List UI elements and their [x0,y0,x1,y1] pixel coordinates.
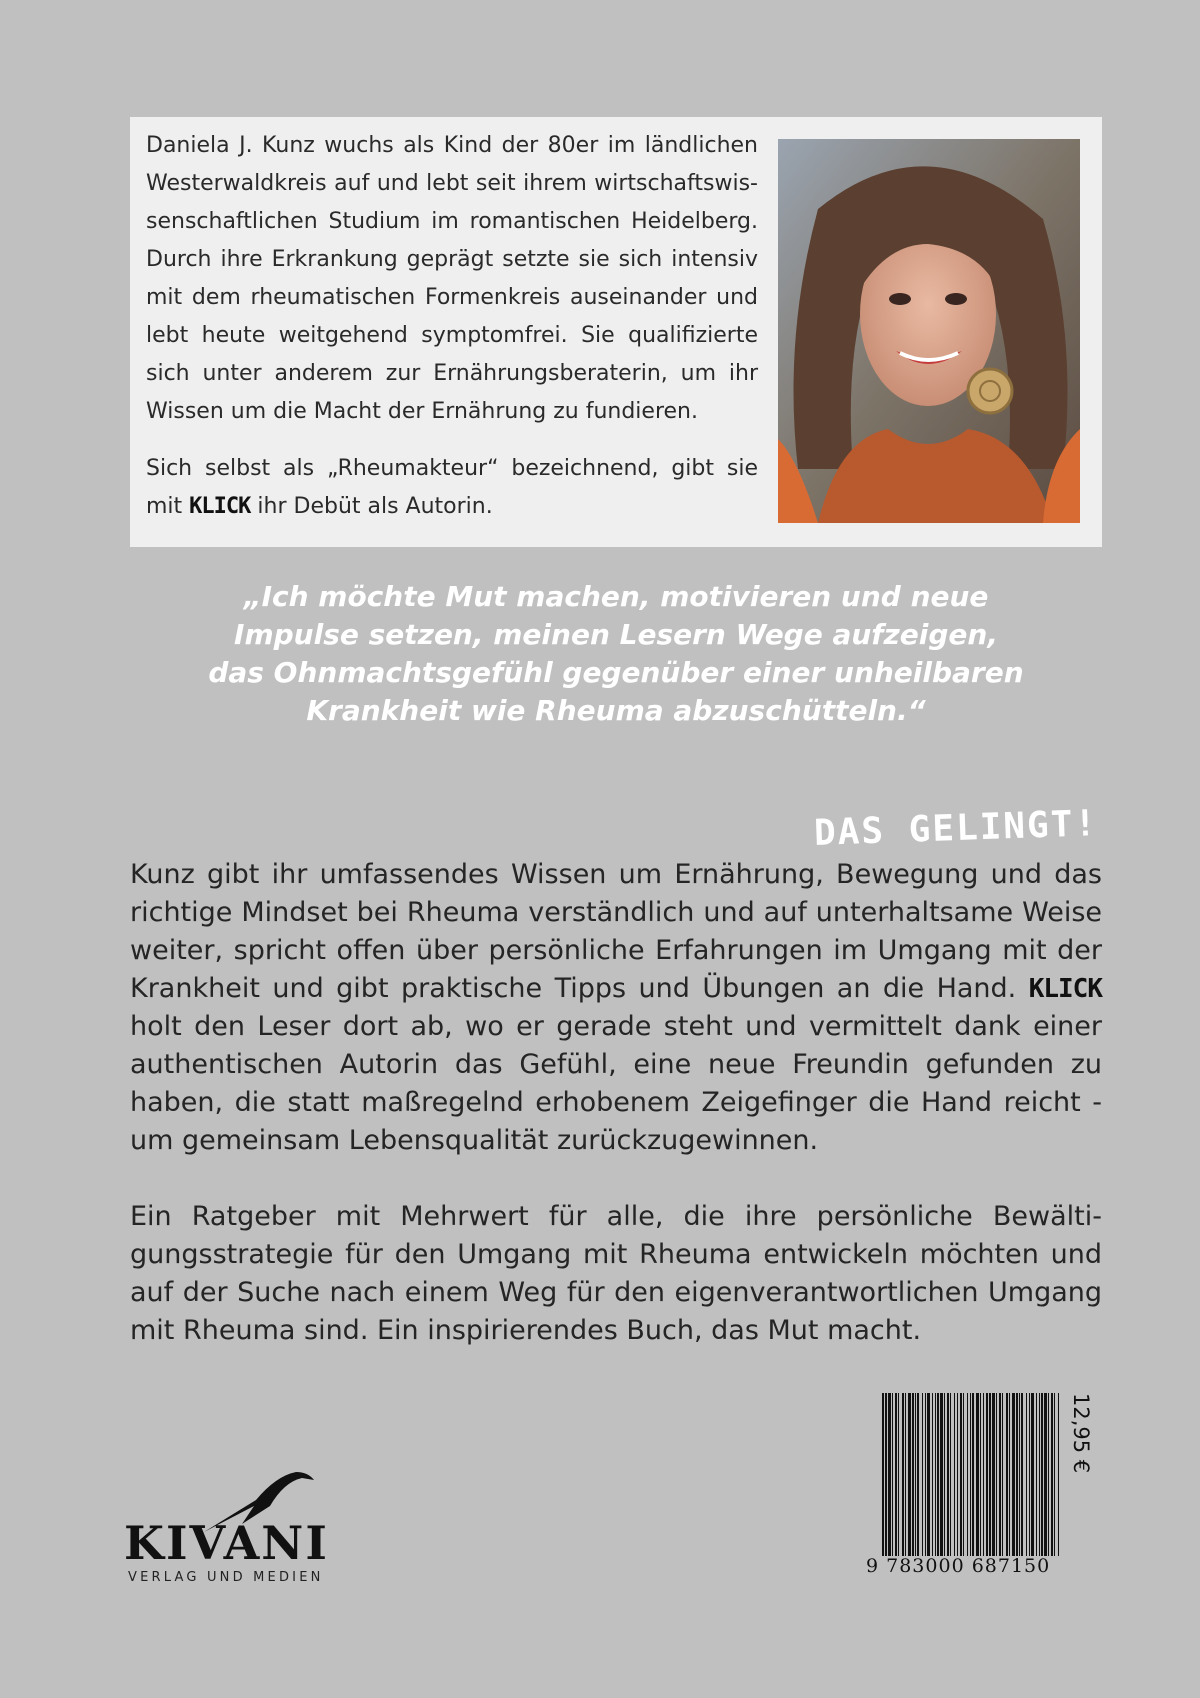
publisher-subtitle: VERLAG UND MEDIEN [128,1570,324,1585]
bio-paragraph-2 [146,450,758,526]
quote-line-1: „Ich möchte Mut machen, motivieren und neue [243,580,989,613]
quote-line-4: Krankheit wie Rheuma abzuschütteln.“ [306,694,926,727]
price-label [1067,1393,1093,1553]
bio-paragraph-2-start: Sich selbst als „Rheumakteur“ bezeichnend, gibt sie mit [146,456,758,519]
blurb-text [130,856,1102,1350]
author-photo [778,139,1080,523]
blurb-paragraph-1-end: holt den Leser dort ab, wo er gerade steht und vermittelt dank einer authentischen Autorin das Gefühl, eine neue Freundin gefunden zu haben, die statt maßregelnd erhobenem Zeigefinger die Hand reicht - um gemeinsam Lebensqualität zurückzugewinnen. [130,1011,1102,1156]
price-value: 12,95 € [1069,1393,1093,1474]
isbn-number: 9 783000 687150 [866,1555,1051,1577]
bio-paragraph-2-end: ihr Debüt als Autorin. [257,494,493,519]
blurb-paragraph-1 [130,856,1102,1160]
klick-brand-mark: KLICK [189,494,251,519]
quote-line-2: Impulse setzen, meinen Lesern Wege aufzeigen, [234,618,998,651]
author-bio-text [146,127,758,526]
isbn-barcode [866,1393,1102,1583]
blurb-paragraph-2: Ein Ratgeber mit Mehrwert für alle, die ihre persönliche Bewältigungsstrategie für den Umgang mit Rheuma entwickeln möchten und auf der Suche nach einem Weg für den eigenverantwortlichen Umgang mit Rheuma sind. Ein inspirierendes Buch, das Mut macht. [130,1201,1102,1346]
publisher-name: KIVANI [124,1516,329,1570]
author-bio-box [130,117,1102,547]
klick-brand-mark: KLICK [1028,974,1102,1004]
tagline-das-gelingt: DAS GELINGT! [813,803,1099,854]
blurb-paragraph-1-start: Kunz gibt ihr umfassendes Wissen um Ernährung, Bewegung und das richtige Mindset bei Rheuma verständlich und auf unterhaltsame Weise weiter, spricht offen über persönliche Erfahrungen im Umgang mit der Krankheit und gibt praktische Tipps und Übungen an die Hand. [130,859,1102,1004]
bio-paragraph-1: Daniela J. Kunz wuchs als Kind der 80er im ländlichen Westerwaldkreis auf und lebt seit ihrem wirtschaftswissenschaftlichen Studium im romantischen Heidelberg. Durch ihre Erkrankung geprägt setzte sie sich intensiv mit dem rheumatischen Formenkreis auseinander und lebt heute weitgehend symptomfrei. Sie qualifizierte sich unter anderem zur Ernährungsberaterin, um ihr Wissen um die Macht der Ernährung zu fundieren. [146,133,758,424]
publisher-logo [124,1466,364,1585]
barcode-bars [882,1393,1060,1556]
author-quote [130,578,1102,730]
quote-line-3: das Ohnmachtsgefühl gegenüber einer unheilbaren [208,656,1024,689]
